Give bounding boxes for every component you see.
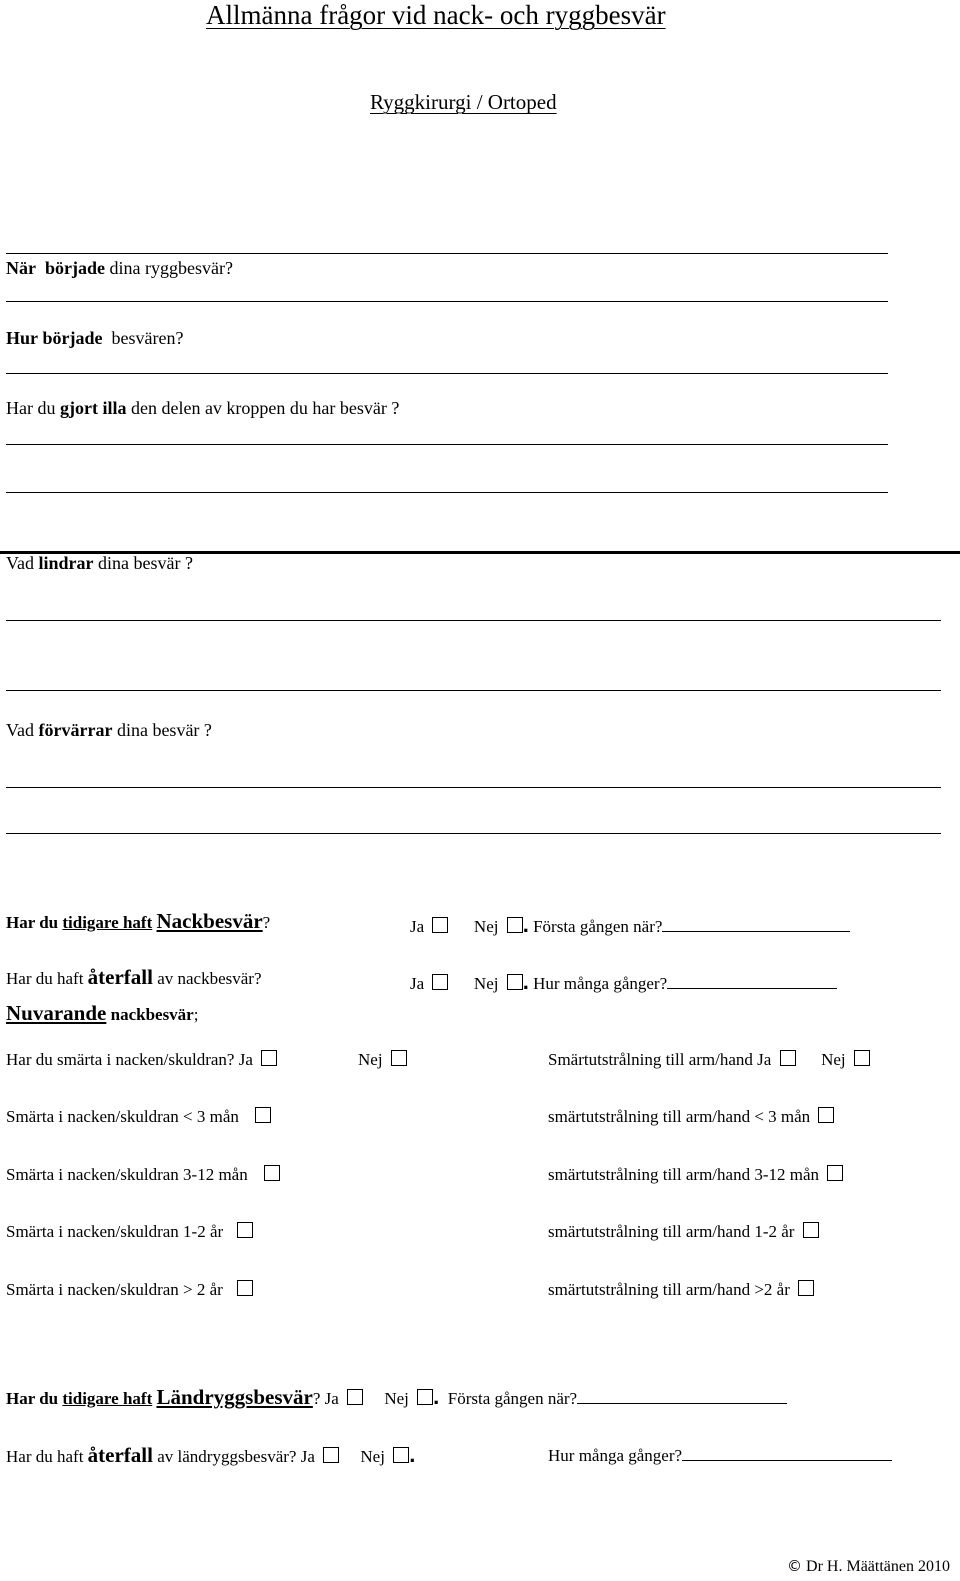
first-time-field[interactable]	[662, 931, 850, 932]
page-title: Allmänna frågor vid nack- och ryggbesvär	[206, 0, 666, 30]
copyright-footer: © Dr H. Määttänen 2010	[787, 1557, 950, 1575]
neck-pain-ja-checkbox[interactable]	[261, 1050, 277, 1066]
answer-line[interactable]	[6, 620, 941, 621]
answer-line[interactable]	[6, 373, 888, 374]
back-relapse-ja-checkbox[interactable]	[323, 1447, 339, 1463]
copyright-icon: ©	[787, 1557, 803, 1575]
question-when-started: När började dina ryggbesvär?	[6, 258, 233, 278]
neck-pain-duration-item: Smärta i nacken/skuldran > 2 år	[6, 1279, 253, 1300]
radiation-nej-checkbox[interactable]	[854, 1050, 870, 1066]
neck-relapse-options: Ja Nej . Hur många gånger?	[410, 969, 837, 995]
neck-pain-nej: Nej	[358, 1049, 407, 1070]
neck-relapse-ja-checkbox[interactable]	[432, 974, 448, 990]
radiation-ja-checkbox[interactable]	[780, 1050, 796, 1066]
radiation-duration-item: smärtutstrålning till arm/hand 3-12 mån	[548, 1164, 843, 1185]
neck-pain-nej-checkbox[interactable]	[391, 1050, 407, 1066]
radiation-lt3-checkbox[interactable]	[818, 1107, 834, 1123]
neck-pain-duration-item: Smärta i nacken/skuldran 3-12 mån	[6, 1164, 280, 1185]
back-relapse-question: Har du haft återfall av ländryggsbesvär? Ja Nej .	[6, 1442, 416, 1467]
question-injury: Har du gjort illa den delen av kroppen du har besvär ?	[6, 398, 400, 418]
neck-history-options: Ja Nej . Första gången när?	[410, 912, 850, 938]
page-subtitle: Ryggkirurgi / Ortoped	[370, 90, 557, 114]
neck-pain-3-12-checkbox[interactable]	[264, 1165, 280, 1181]
back-relapse-nej-checkbox[interactable]	[393, 1447, 409, 1463]
back-history-nej-checkbox[interactable]	[417, 1389, 433, 1405]
answer-line[interactable]	[6, 444, 888, 445]
radiation-duration-item: smärtutstrålning till arm/hand >2 år	[548, 1279, 814, 1300]
back-relapse-count-field[interactable]	[682, 1460, 892, 1461]
neck-pain-duration-item: Smärta i nacken/skuldran 1-2 år	[6, 1221, 253, 1242]
question-worsens: Vad förvärrar dina besvär ?	[6, 720, 212, 740]
relapse-count-field[interactable]	[667, 988, 837, 989]
radiation-duration-item: smärtutstrålning till arm/hand 1-2 år	[548, 1221, 819, 1242]
neck-relapse-nej-checkbox[interactable]	[507, 974, 523, 990]
radiation-gt2y-checkbox[interactable]	[798, 1280, 814, 1296]
radiation-1-2y-checkbox[interactable]	[803, 1222, 819, 1238]
neck-history-nej-checkbox[interactable]	[507, 917, 523, 933]
answer-line[interactable]	[6, 301, 888, 302]
radiation-3-12-checkbox[interactable]	[827, 1165, 843, 1181]
neck-pain-1-2y-checkbox[interactable]	[237, 1222, 253, 1238]
neck-history-question: Har du tidigare haft Nackbesvär?	[6, 909, 271, 933]
question-relieves: Vad lindrar dina besvär ?	[6, 553, 193, 573]
current-heading: Nuvarande nackbesvär;	[6, 1001, 199, 1025]
answer-line[interactable]	[6, 690, 941, 691]
neck-history-ja-checkbox[interactable]	[432, 917, 448, 933]
back-history-question: Har du tidigare haft Ländryggsbesvär? Ja Nej . Första gången när?	[6, 1384, 787, 1410]
back-history-ja-checkbox[interactable]	[347, 1389, 363, 1405]
neck-pain-lt3-checkbox[interactable]	[255, 1107, 271, 1123]
back-first-time-field[interactable]	[577, 1403, 787, 1404]
neck-relapse-question: Har du haft återfall av nackbesvär?	[6, 965, 262, 989]
back-relapse-count: Hur många gånger?	[548, 1446, 892, 1466]
answer-line[interactable]	[6, 787, 941, 788]
answer-line[interactable]	[6, 833, 941, 834]
answer-line[interactable]	[6, 253, 888, 254]
neck-pain-duration-item: Smärta i nacken/skuldran < 3 mån	[6, 1106, 271, 1127]
radiation-question: Smärtutstrålning till arm/hand Ja Nej	[548, 1049, 870, 1070]
radiation-duration-item: smärtutstrålning till arm/hand < 3 mån	[548, 1106, 834, 1127]
neck-pain-question: Har du smärta i nacken/skuldran? Ja	[6, 1049, 277, 1070]
neck-pain-gt2y-checkbox[interactable]	[237, 1280, 253, 1296]
answer-line[interactable]	[6, 492, 888, 493]
question-how-started: Hur började besvären?	[6, 328, 184, 348]
